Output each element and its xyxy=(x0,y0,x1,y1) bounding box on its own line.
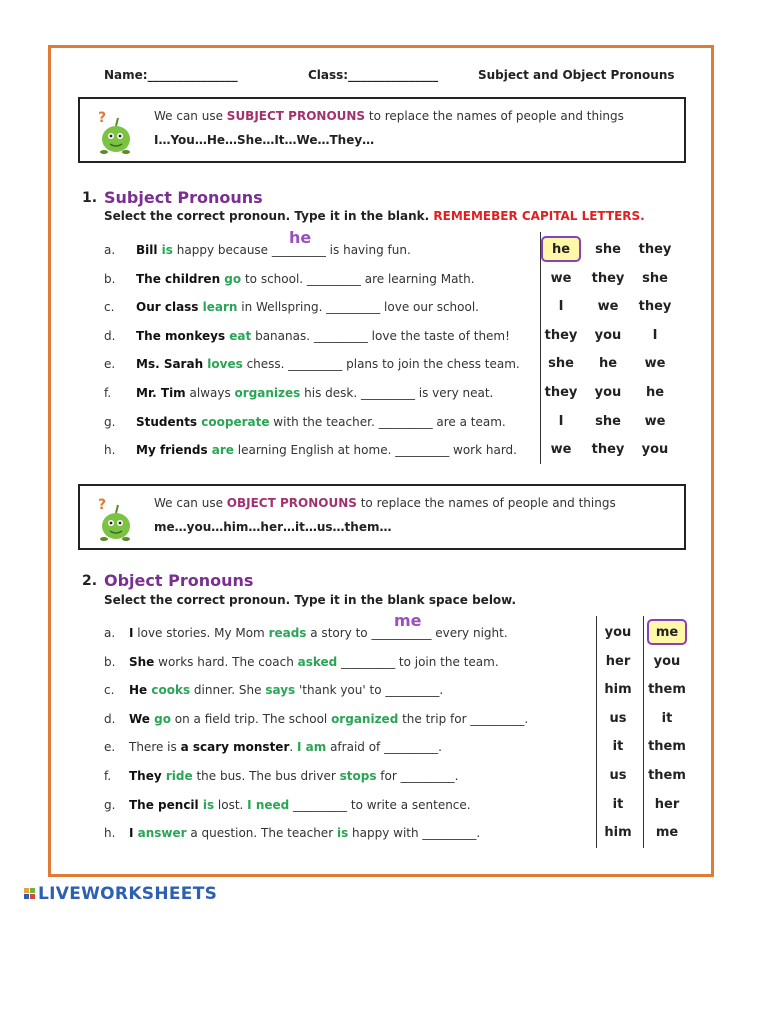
pronoun-option[interactable]: you xyxy=(594,327,622,343)
pronoun-option[interactable]: they xyxy=(638,242,672,257)
pronoun-option[interactable]: he xyxy=(551,242,571,257)
item-sentence xyxy=(129,683,443,697)
item-letter: g. xyxy=(104,414,116,429)
item-letter: h. xyxy=(104,826,116,841)
item-sentence xyxy=(136,357,520,371)
pronoun-option[interactable]: they xyxy=(591,270,625,286)
section2-number: 2. xyxy=(82,573,98,589)
item-letter: h. xyxy=(104,443,116,458)
sentence-text: in Wellspring. _________ love our school. xyxy=(237,300,479,315)
pronoun-option[interactable]: he xyxy=(598,356,618,372)
sentence-text: learning English at home. _________ work hard. xyxy=(233,443,517,458)
subject-word: He xyxy=(129,683,148,698)
verb-word: I am xyxy=(297,740,327,755)
sentence-text: for _________. xyxy=(376,769,459,783)
subject-word: Our class xyxy=(136,300,199,315)
pronoun-option[interactable]: them xyxy=(648,739,686,755)
sentence-text: happy because _________ is having fun. xyxy=(172,243,411,257)
sentence-text: love stories. My Mom xyxy=(133,626,269,640)
pronoun-option[interactable]: we xyxy=(550,442,572,458)
subject-word: Mr. Tim xyxy=(136,386,186,400)
verb-word: ride xyxy=(161,769,193,783)
verb-word: eat xyxy=(225,328,252,343)
logo-icon xyxy=(24,885,36,897)
section2-instructions: Select the correct pronoun. Type it in the blank space below. xyxy=(104,593,517,607)
item-sentence xyxy=(136,443,517,457)
pronoun-option[interactable]: it xyxy=(612,739,624,755)
sentence-text: _________ to write a sentence. xyxy=(289,797,471,812)
verb-word: says xyxy=(265,683,296,698)
answer-input[interactable]: he xyxy=(289,228,312,247)
sentence-text: always xyxy=(185,386,235,400)
mascot-icon xyxy=(94,496,134,542)
sentence-text: the trip for _________. xyxy=(398,711,529,726)
item-letter: b. xyxy=(104,271,116,286)
pronoun-option[interactable]: him xyxy=(604,825,632,841)
sentence-text: works hard. The coach xyxy=(154,654,298,669)
item-letter: c. xyxy=(104,300,115,315)
section1-instructions: Select the correct pronoun. Type it in the blank. REMEMEBER CAPITAL LETTERS. xyxy=(104,209,645,223)
section1-number: 1. xyxy=(82,190,98,206)
sentence-text: _________ to join the team. xyxy=(337,654,499,669)
verb-word: reads xyxy=(268,626,307,640)
pronoun-option[interactable]: they xyxy=(591,442,625,458)
class-field[interactable]: Class:_______________ xyxy=(308,68,439,82)
pronoun-option[interactable]: she xyxy=(548,356,574,372)
pronoun-option[interactable]: her xyxy=(605,653,631,669)
svg-text:?: ? xyxy=(98,497,107,513)
subject-word: a scary monster xyxy=(180,740,290,755)
subject-word: We xyxy=(129,711,150,726)
sentence-text: a question. The teacher xyxy=(186,826,337,841)
item-sentence xyxy=(136,272,475,286)
sentence-text: . xyxy=(289,740,298,755)
item-letter: f. xyxy=(104,386,112,400)
item-sentence xyxy=(129,655,499,669)
pronoun-option[interactable]: I xyxy=(652,327,658,343)
sentence-text: chess. _________ plans to join the chess team. xyxy=(242,357,520,372)
subject-info-text: We can use SUBJECT PRONOUNS to replace the names of people and things xyxy=(154,109,624,123)
sentence-text: bananas. _________ love the taste of them! xyxy=(251,328,510,343)
svg-text:?: ? xyxy=(98,110,107,126)
item-sentence xyxy=(136,329,510,343)
answer-input[interactable]: me xyxy=(394,611,422,630)
pronoun-option[interactable]: me xyxy=(655,625,679,640)
sentence-text: lost. xyxy=(214,797,248,812)
subject-word: The pencil xyxy=(129,797,199,812)
mascot-icon xyxy=(94,109,134,155)
verb-word: is xyxy=(198,797,215,812)
pronoun-option[interactable]: him xyxy=(604,682,632,698)
subject-info-box xyxy=(78,97,686,163)
pronoun-option[interactable]: them xyxy=(648,682,686,698)
subject-pronoun-list: I…You…He…She…It…We…They… xyxy=(154,133,375,147)
subject-word: Students xyxy=(136,414,198,429)
sentence-text: afraid of _________. xyxy=(326,740,442,755)
pronoun-option[interactable]: it xyxy=(661,710,673,726)
subject-word: The monkeys xyxy=(136,328,226,343)
pronoun-option[interactable]: I xyxy=(558,299,564,315)
pronoun-option[interactable]: it xyxy=(612,796,624,812)
verb-word: go xyxy=(149,711,171,726)
item-letter: c. xyxy=(104,683,115,698)
section2-title: Object Pronouns xyxy=(104,571,254,590)
verb-word: learn xyxy=(198,300,238,315)
pronoun-option[interactable]: she xyxy=(595,413,621,429)
verb-word: I need xyxy=(247,797,290,812)
item-sentence xyxy=(129,826,480,840)
item-letter: e. xyxy=(104,357,116,372)
item-letter: a. xyxy=(104,626,116,640)
object-pronoun-list: me…you…him…her…it…us…them… xyxy=(154,520,392,534)
verb-word: answer xyxy=(133,826,187,841)
sentence-text: with the teacher. _________ are a team. xyxy=(269,414,506,429)
verb-word: is xyxy=(157,243,173,257)
verb-word: is xyxy=(336,826,349,841)
option-column-divider xyxy=(643,616,644,848)
verb-word: cooks xyxy=(147,683,191,698)
sentence-text: the bus. The bus driver xyxy=(192,769,340,783)
item-sentence xyxy=(136,386,493,400)
pronoun-option[interactable]: me xyxy=(655,825,679,841)
verb-word: asked xyxy=(297,654,338,669)
sentence-text: his desk. _________ is very neat. xyxy=(300,386,494,400)
pronoun-option[interactable]: you xyxy=(594,385,622,400)
pronoun-option[interactable]: she xyxy=(595,242,621,257)
item-sentence xyxy=(136,300,479,314)
item-letter: b. xyxy=(104,654,116,669)
option-column-divider xyxy=(596,616,597,848)
item-letter: a. xyxy=(104,243,116,257)
pronoun-option[interactable]: we xyxy=(550,270,572,286)
subject-word: Ms. Sarah xyxy=(136,357,204,372)
pronoun-option[interactable]: we xyxy=(644,356,666,372)
name-field[interactable]: Name:_______________ xyxy=(104,68,238,82)
pronoun-option[interactable]: we xyxy=(644,413,666,429)
pronoun-option[interactable]: us xyxy=(609,710,627,726)
liveworksheets-logo: LIVEWORKSHEETS xyxy=(24,884,217,904)
verb-word: loves xyxy=(203,357,243,372)
sentence-text: happy with _________. xyxy=(348,826,481,841)
subject-word: My friends xyxy=(136,443,208,458)
pronoun-option[interactable]: she xyxy=(642,270,668,286)
verb-word: stops xyxy=(339,769,377,783)
pronoun-option[interactable]: they xyxy=(544,385,578,400)
sentence-text: to school. _________ are learning Math. xyxy=(241,271,475,286)
subject-word: I xyxy=(129,626,134,640)
item-sentence xyxy=(136,415,506,429)
pronoun-option[interactable]: I xyxy=(558,413,564,429)
pronoun-option[interactable]: them xyxy=(648,768,686,783)
object-info-text: We can use OBJECT PRONOUNS to replace the names of people and things xyxy=(154,496,616,510)
verb-word: cooperate xyxy=(197,414,270,429)
item-sentence xyxy=(129,798,471,812)
verb-word: organized xyxy=(331,711,399,726)
item-sentence xyxy=(129,626,508,640)
pronoun-option[interactable]: her xyxy=(654,796,680,812)
sentence-text: dinner. She xyxy=(190,683,266,698)
section1-title: Subject Pronouns xyxy=(104,188,263,207)
sentence-text: a story to __________ every night. xyxy=(306,626,508,640)
verb-word: are xyxy=(207,443,234,458)
item-sentence xyxy=(129,769,458,783)
item-letter: e. xyxy=(104,740,116,755)
verb-word: go xyxy=(220,271,242,286)
subject-word: Bill xyxy=(136,243,158,257)
pronoun-option[interactable]: us xyxy=(609,768,627,783)
worksheet-title: Subject and Object Pronouns xyxy=(478,68,675,82)
subject-word: They xyxy=(129,769,162,783)
item-sentence xyxy=(136,243,411,257)
pronoun-option[interactable]: he xyxy=(645,385,665,400)
item-letter: g. xyxy=(104,797,116,812)
sentence-text: There is xyxy=(129,740,181,755)
item-letter: f. xyxy=(104,769,112,783)
object-info-box xyxy=(78,484,686,550)
pronoun-option[interactable]: you xyxy=(604,625,632,640)
pronoun-option[interactable]: they xyxy=(544,327,578,343)
item-sentence xyxy=(129,740,442,754)
item-letter: d. xyxy=(104,328,116,343)
sentence-text: on a field trip. The school xyxy=(170,711,332,726)
subject-word: She xyxy=(129,654,155,669)
pronoun-option[interactable]: you xyxy=(641,442,669,458)
item-sentence xyxy=(129,712,528,726)
subject-word: I xyxy=(129,826,134,841)
pronoun-option[interactable]: we xyxy=(597,299,619,315)
verb-word: organizes xyxy=(234,386,301,400)
pronoun-option[interactable]: you xyxy=(653,653,681,669)
item-letter: d. xyxy=(104,711,116,726)
option-column-divider xyxy=(540,232,541,464)
pronoun-option[interactable]: they xyxy=(638,299,672,315)
sentence-text: 'thank you' to _________. xyxy=(295,683,444,698)
subject-word: The children xyxy=(136,271,221,286)
